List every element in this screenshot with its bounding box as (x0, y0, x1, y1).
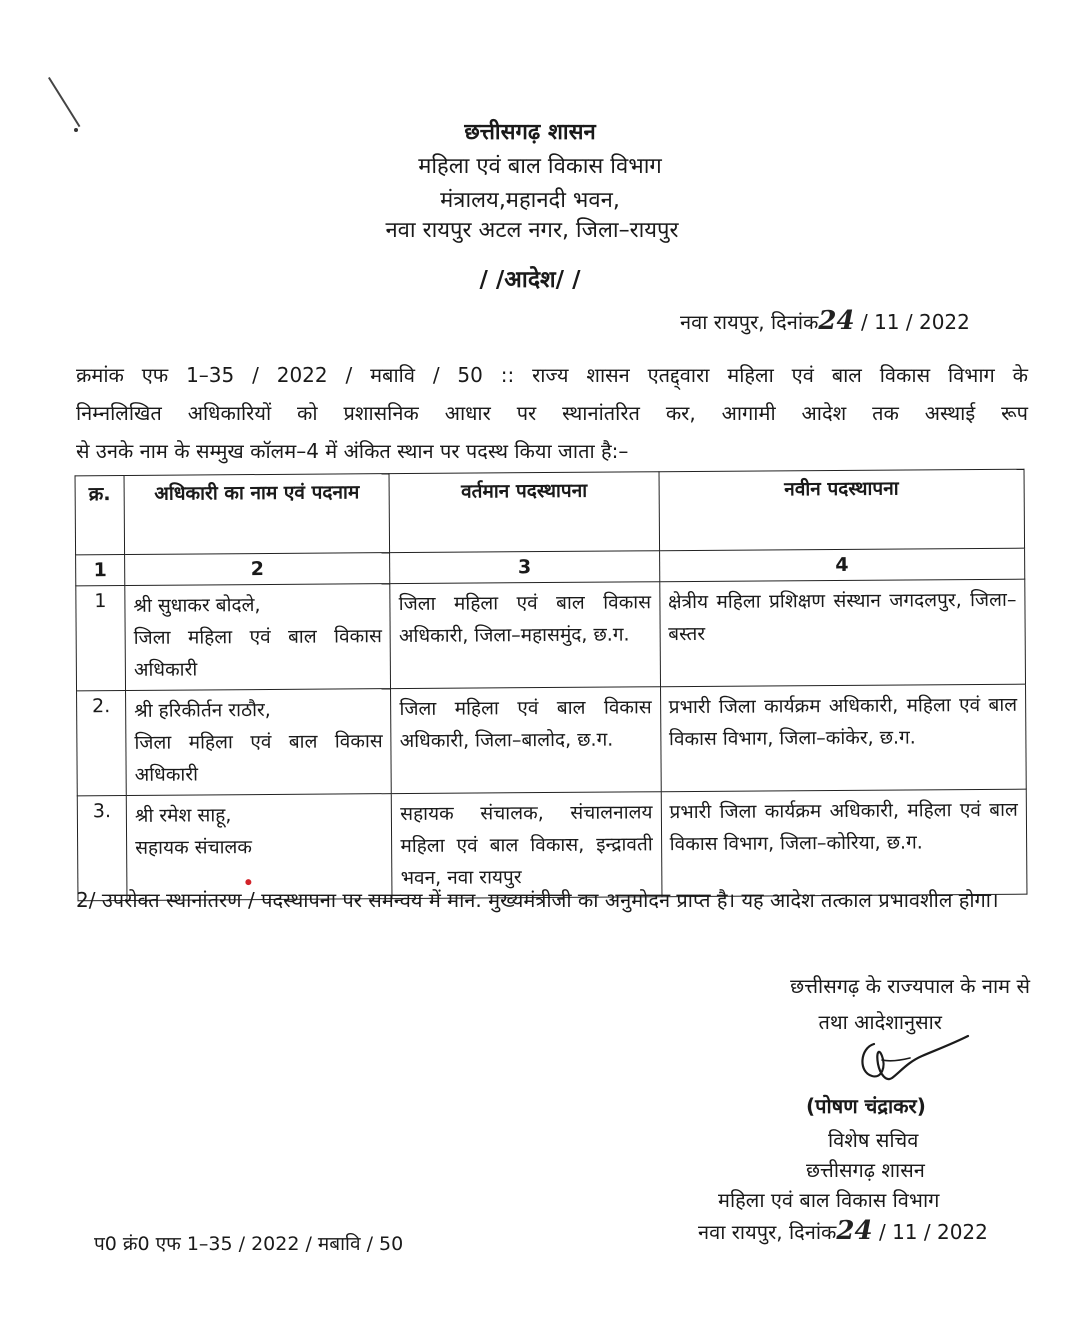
officer-designation: जिला महिला एवं बाल विकास अधिकारी (134, 730, 383, 786)
date-prefix: नवा रायपुर, दिनांक (680, 310, 819, 334)
officer-designation: जिला महिला एवं बाल विकास अधिकारी (133, 625, 383, 681)
col-number: 3 (390, 551, 659, 584)
col-number: 2 (125, 553, 390, 586)
transfer-table (75, 469, 1028, 902)
table-row (77, 684, 1027, 796)
department-heading: महिला एवं बाल विकास विभाग (418, 154, 662, 179)
intro-line: निम्नलिखित अधिकारियों को प्रशासनिक आधार पर स्थानांतरित कर, आगामी आदेश तक अस्थाई रूप (76, 401, 1028, 425)
order-title: / /आदेश/ / (479, 267, 581, 293)
row-officer (126, 689, 392, 796)
row-new-posting: क्षेत्रीय महिला प्रशिक्षण संस्थान जगदलपुर, जिला–बस्तर (659, 579, 1025, 687)
table-row (76, 579, 1026, 691)
address-line-2: नवा रायपुर अटल नगर, जिला–रायपुर (385, 218, 679, 243)
date-rest: / 11 / 2022 (860, 310, 970, 334)
intro-paragraph (76, 356, 1028, 470)
handwritten-signature (852, 1030, 972, 1090)
row-new-posting: प्रभारी जिला कार्यक्रम अधिकारी, महिला एवं बाल विकास विभाग, जिला–कोरिया, छ.ग. (661, 789, 1027, 897)
header-new: नवीन पदस्थापना (659, 469, 1025, 551)
row-current-posting: सहायक संचालक, संचालनालय महिला एवं बाल विकास, इन्द्रावती भवन, नवा रायपुर (392, 792, 662, 899)
signatory-govt: छत्तीसगढ़ शासन (806, 1158, 925, 1182)
date-day-handwritten: 24 (818, 306, 855, 336)
row-officer (125, 584, 391, 691)
intro-line: से उनके नाम के सम्मुख कॉलम–4 में अंकित स्थान पर पदस्थ किया जाता है:– (76, 439, 629, 463)
row-new-posting: प्रभारी जिला कार्यक्रम अधिकारी, महिला एवं बाल विकास विभाग, जिला–कांकेर, छ.ग. (660, 684, 1026, 792)
row-sn: 3. (77, 795, 127, 900)
approval-paragraph: 2/ उपरोक्त स्थानांतरण / पदस्थापना पर समन्वय में मान. मुख्यमंत्रीजी का अनुमोदन प्राप्त है। यह आदेश तत्काल प्रभावशील होगा। (76, 888, 999, 912)
reference-number: प0 क्रं0 एफ 1–35 / 2022 / मबावि / 50 (94, 1233, 404, 1255)
order-line: तथा आदेशानुसार (818, 1010, 942, 1034)
row-current-posting: जिला महिला एवं बाल विकास अधिकारी, जिला–बालोद, छ.ग. (391, 687, 661, 794)
header-name: अधिकारी का नाम एवं पदनाम (124, 474, 390, 555)
officer-name: श्री हरिकीर्तन राठौर, (134, 698, 271, 722)
header-current: वर्तमान पदस्थापना (389, 472, 659, 553)
address-line-1: मंत्रालय,महानदी भवन, (440, 188, 620, 213)
row-sn: 2. (77, 690, 127, 795)
signatory-designation: विशेष सचिव (828, 1128, 919, 1152)
signatory-department: महिला एवं बाल विकास विभाग (718, 1188, 940, 1212)
date-rest: / 11 / 2022 (878, 1220, 988, 1244)
govt-heading: छत्तीसगढ़ शासन (464, 120, 596, 145)
officer-name: श्री सुधाकर बोदले, (133, 594, 261, 617)
governor-line: छत्तीसगढ़ के राज्यपाल के नाम से (790, 974, 1030, 998)
col-number: 1 (76, 554, 125, 585)
row-sn: 1 (76, 585, 126, 690)
header-sn: क्र. (75, 475, 125, 554)
date-day-handwritten: 24 (836, 1216, 873, 1246)
officer-designation: सहायक संचालक (135, 836, 253, 859)
table-header-row (75, 469, 1025, 555)
intro-line: क्रमांक एफ 1–35 / 2022 / मबावि / 50 :: राज्य शासन एतद्द्वारा महिला एवं बाल विकास विभाग के (76, 363, 1028, 387)
col-number: 4 (659, 548, 1025, 582)
signatory-date (698, 1216, 988, 1246)
officer-name: श्री रमेश साहू, (134, 804, 232, 827)
signatory-name: (पोषण चंद्राकर) (806, 1094, 926, 1118)
order-date (680, 306, 970, 336)
date-prefix: नवा रायपुर, दिनांक (698, 1220, 837, 1244)
row-current-posting: जिला महिला एवं बाल विकास अधिकारी, जिला–महासमुंद, छ.ग. (390, 582, 660, 689)
